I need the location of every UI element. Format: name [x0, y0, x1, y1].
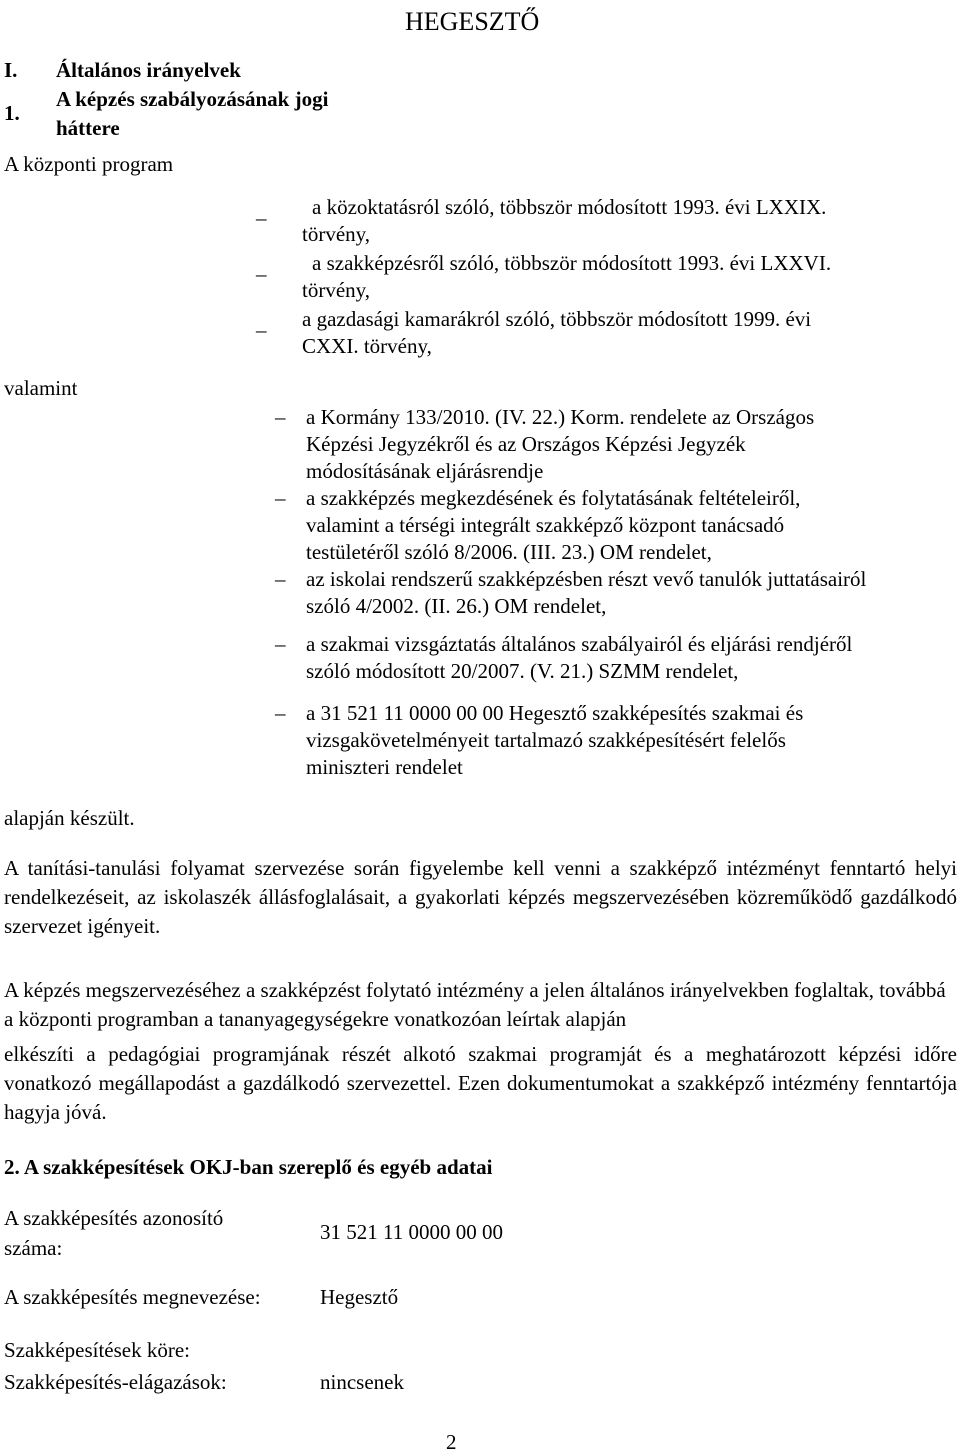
paragraph-2: A képzés megszervezéséhez a szakképzést folytató intézmény a jelen általános irányelvekben foglaltak, továbbá a központi programban a tananyagegységekre vonatkozóan leírtak alapján: [4, 978, 946, 1031]
law-text-line2: CXXI. törvény,: [302, 334, 432, 358]
section-2-title: 2. A szakképesítések OKJ-ban szereplő és egyéb adatai: [4, 1155, 493, 1179]
law-text-line: a szakmai vizsgáztatás általános szabályairól és eljárási rendjéről: [306, 632, 853, 656]
law-item: [275, 631, 935, 685]
law-text-line1: a gazdasági kamarákról szóló, többször módosított 1999. évi: [302, 307, 812, 331]
law-text-line: vizsgakövetelményeit tartalmazó szakképesítésért felelős: [306, 728, 786, 752]
branches-label: Szakképesítés-elágazások:: [4, 1370, 227, 1394]
valamint-label: valamint: [4, 376, 78, 400]
dash-bullet: –: [275, 486, 286, 510]
subsection-title-line2: háttere: [56, 116, 120, 140]
alapjan-label: alapján készült.: [4, 806, 135, 830]
dash-bullet: _: [256, 311, 267, 335]
law-text-line2: törvény,: [302, 222, 371, 246]
subsection-title-line1: A képzés szabályozásának jogi: [56, 87, 329, 111]
id-label-line2: száma:: [4, 1236, 63, 1260]
scope-label: Szakképesítések köre:: [4, 1338, 191, 1362]
dash-bullet: _: [256, 255, 267, 279]
law-text-line1: a közoktatásról szóló, többször módosított 1993. évi LXXIX.: [312, 195, 827, 219]
dash-bullet: –: [275, 405, 286, 429]
law-item: [275, 700, 935, 781]
page-number: 2: [446, 1430, 457, 1454]
section-number: I.: [4, 58, 18, 82]
law-text-line: miniszteri rendelet: [306, 755, 463, 779]
branches-value: nincsenek: [320, 1370, 404, 1394]
dash-bullet: –: [275, 701, 286, 725]
law-text-line: Képzési Jegyzékről és az Országos Képzési Jegyzék: [306, 432, 746, 456]
law-item: [275, 566, 935, 620]
law-text-line1: a szakképzésről szóló, többször módosított 1993. évi LXXVI.: [312, 251, 832, 275]
law-text-line: szóló módosított 20/2007. (V. 21.) SZMM rendelet,: [306, 659, 739, 683]
name-label: A szakképesítés megnevezése:: [4, 1285, 261, 1309]
id-value: 31 521 11 0000 00 00: [320, 1220, 503, 1244]
law-text-line: valamint a térségi integrált szakképző központ tanácsadó: [306, 513, 785, 537]
dash-bullet: –: [275, 567, 286, 591]
law-text-line: módosításának eljárásrendje: [306, 459, 544, 483]
central-program-label: A központi program: [4, 152, 174, 176]
paragraph-1: A tanítási-tanulási folyamat szervezése során figyelembe kell venni a szakképző intézményt fenntartó helyi rendelkezéseit, az iskolaszék állásfoglalásait, a gyakorlati képzés megszervezésében közreműködő gazdálkodó szervezet igényeit.: [4, 856, 957, 938]
law-item: [256, 250, 936, 306]
law-item: [256, 306, 936, 362]
dash-bullet: –: [275, 632, 286, 656]
law-text-line: a szakképzés megkezdésének és folytatásának feltételeiről,: [306, 486, 801, 510]
dash-bullet: _: [256, 199, 267, 223]
id-label-line1: A szakképesítés azonosító: [4, 1206, 224, 1230]
law-text-line: testületéről szóló 8/2006. (III. 23.) OM rendelet,: [306, 540, 712, 564]
law-text-line: a Kormány 133/2010. (IV. 22.) Korm. rendelete az Országos: [306, 405, 815, 429]
law-text-line2: törvény,: [302, 278, 371, 302]
document-title: HEGESZTŐ: [405, 7, 540, 36]
law-item: [256, 194, 936, 250]
subsection-number: 1.: [4, 101, 20, 125]
paragraph-3: elkészíti a pedagógiai programjának részét alkotó szakmai programját és a meghatározott képzési időre vonatkozó megállapodást a gazdálkodó szervezettel. Ezen dokumentumokat a szakképző intézmény fenntartója hagyja jóvá.: [4, 1042, 957, 1124]
law-list-b: [275, 404, 935, 781]
name-value: Hegesztő: [320, 1285, 399, 1309]
law-text-line: szóló 4/2002. (II. 26.) OM rendelet,: [306, 594, 607, 618]
law-item: [275, 485, 935, 566]
law-text-line: a 31 521 11 0000 00 00 Hegesztő szakképesítés szakmai és: [306, 701, 804, 725]
law-text-line: az iskolai rendszerű szakképzésben részt vevő tanulók juttatásairól: [306, 567, 867, 591]
law-list-a: [256, 194, 936, 362]
law-item: [275, 404, 935, 485]
section-title: Általános irányelvek: [56, 58, 241, 82]
